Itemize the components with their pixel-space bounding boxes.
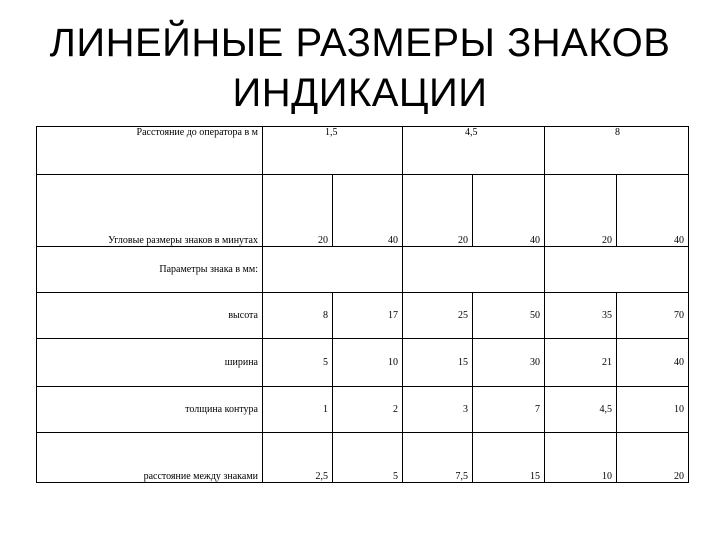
table-cell: 10 (333, 339, 403, 387)
table-cell: 40 (473, 175, 545, 247)
table-row (37, 293, 689, 339)
distance-1-cell (263, 127, 403, 175)
table-cell: 20 (545, 175, 617, 247)
table-cell: 17 (333, 293, 403, 339)
page-title (0, 18, 720, 118)
row-label: толщина контура (37, 387, 263, 433)
table-cell: 2 (333, 387, 403, 433)
table-cell: 2,5 (263, 433, 333, 483)
title-line-2: ИНДИКАЦИИ (232, 71, 488, 115)
table-cell: 10 (545, 433, 617, 483)
table-cell: 20 (617, 433, 689, 483)
table-cell: 5 (333, 433, 403, 483)
angular-label-cell (37, 175, 263, 247)
table-cell: 40 (617, 175, 689, 247)
table-cell: 4,5 (545, 387, 617, 433)
distance-2-cell (403, 127, 545, 175)
distance-label: Расстояние до оператора в м (136, 127, 258, 138)
row-label: ширина (37, 339, 263, 387)
table-cell: 50 (473, 293, 545, 339)
table-row (37, 247, 689, 293)
empty-cell (263, 247, 403, 293)
empty-cell (403, 247, 545, 293)
distance-header-cell (37, 127, 263, 175)
angular-label: Угловые размеры знаков в минутах (108, 235, 258, 246)
table-cell: 21 (545, 339, 617, 387)
table-cell: 1 (263, 387, 333, 433)
params-label: Параметры знака в мм: (159, 264, 258, 275)
row-label: расстояние между знаками (37, 433, 263, 483)
sign-size-table (36, 126, 689, 483)
table-row (37, 387, 689, 433)
row-label: высота (37, 293, 263, 339)
table-cell: 7 (473, 387, 545, 433)
table-cell: 7,5 (403, 433, 473, 483)
table-cell: 5 (263, 339, 333, 387)
table-cell: 25 (403, 293, 473, 339)
table-cell: 15 (473, 433, 545, 483)
distance-value: 4,5 (465, 127, 478, 138)
table-cell: 10 (617, 387, 689, 433)
table-cell: 20 (403, 175, 473, 247)
table-cell: 40 (333, 175, 403, 247)
table-cell: 20 (263, 175, 333, 247)
title-line-1: ЛИНЕЙНЫЕ РАЗМЕРЫ ЗНАКОВ (49, 21, 671, 65)
table-row (37, 339, 689, 387)
params-label-cell (37, 247, 263, 293)
table-cell: 35 (545, 293, 617, 339)
table-cell: 70 (617, 293, 689, 339)
table-cell: 40 (617, 339, 689, 387)
distance-value: 1,5 (325, 127, 338, 138)
distance-3-cell (545, 127, 689, 175)
table-row (37, 127, 689, 175)
table-cell: 8 (263, 293, 333, 339)
table-cell: 15 (403, 339, 473, 387)
distance-value: 8 (615, 127, 620, 138)
table-row (37, 175, 689, 247)
table-row (37, 433, 689, 483)
table-cell: 30 (473, 339, 545, 387)
table-cell: 3 (403, 387, 473, 433)
empty-cell (545, 247, 689, 293)
